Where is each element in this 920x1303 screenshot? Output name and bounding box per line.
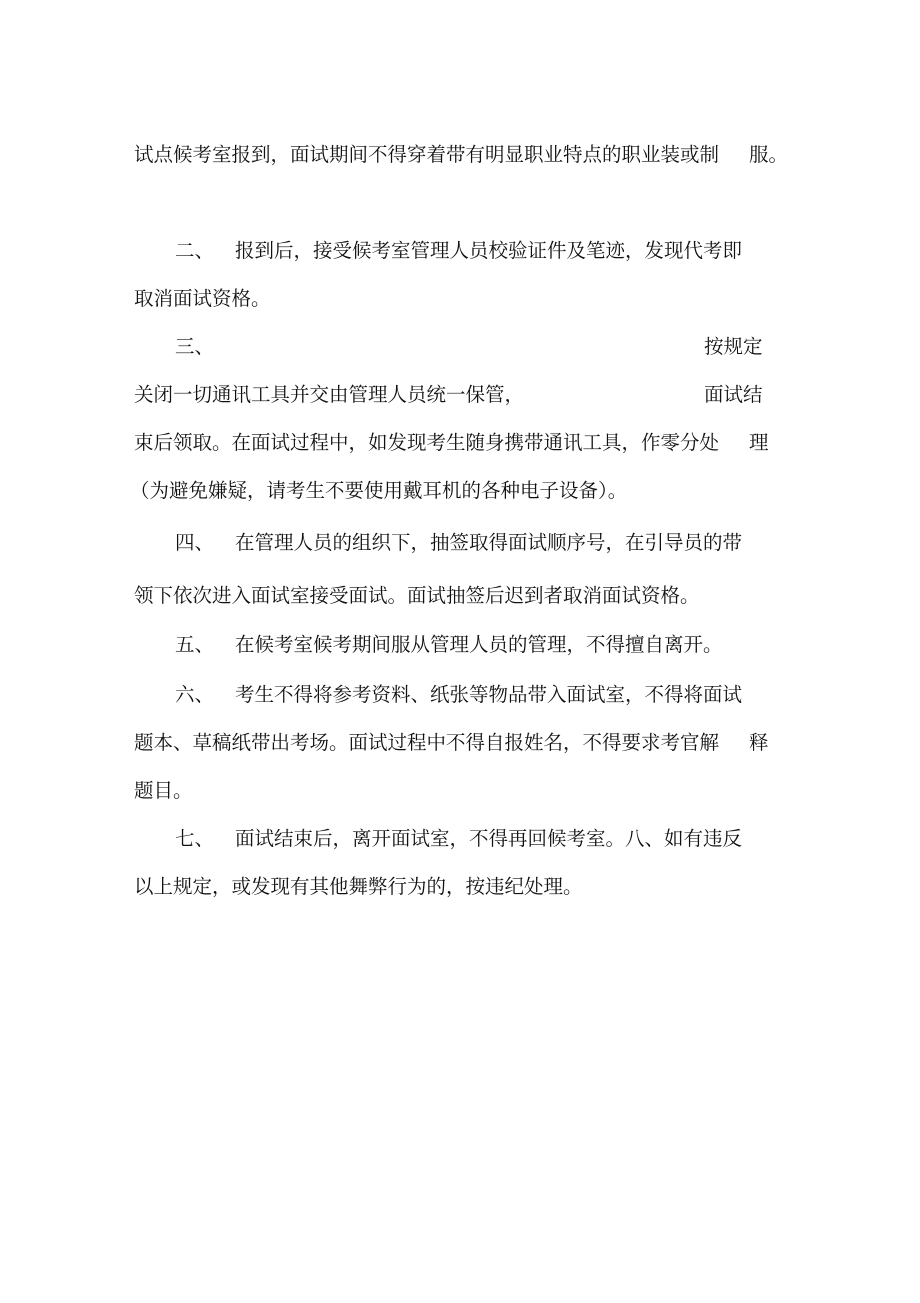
text-segment: 服。 bbox=[749, 143, 789, 166]
clause-number: 二、 bbox=[175, 239, 215, 262]
text-segment: 在管理人员的组织下，抽签取得面试顺序号，在引导员的带 bbox=[235, 531, 743, 554]
text-segment: 题本、草稿纸带出考场。面试过程中不得自报姓名，不得要求考官解 bbox=[134, 731, 720, 754]
text-segment: 关闭一切通讯工具并交由管理人员统一保管， bbox=[134, 383, 525, 406]
text-segment: 考生不得将参考资料、纸张等物品带入面试室，不得将面试 bbox=[235, 683, 743, 706]
text-line bbox=[0, 140, 920, 170]
text-segment: 理 bbox=[749, 431, 769, 454]
text-line bbox=[0, 630, 920, 660]
text-line bbox=[0, 380, 920, 410]
text-line bbox=[0, 284, 920, 314]
text-segment: 按规定 bbox=[704, 335, 763, 358]
text-line bbox=[0, 824, 920, 854]
text-line bbox=[0, 236, 920, 266]
text-segment: 面试结束后，离开面试室，不得再回候考室。八、如有违反 bbox=[235, 827, 743, 850]
text-line bbox=[0, 476, 920, 506]
text-segment: 以上规定，或发现有其他舞弊行为的，按违纪处理。 bbox=[134, 875, 583, 898]
clause-number: 四、 bbox=[175, 531, 215, 554]
text-line bbox=[0, 428, 920, 458]
text-segment: （为避免嫌疑，请考生不要使用戴耳机的各种电子设备）。 bbox=[130, 479, 628, 502]
text-line bbox=[0, 680, 920, 710]
text-segment: 试点候考室报到，面试期间不得穿着带有明显职业特点的职业装或制 bbox=[134, 143, 720, 166]
text-segment: 释 bbox=[749, 731, 769, 754]
text-segment: 在候考室候考期间服从管理人员的管理，不得擅自离开。 bbox=[235, 633, 723, 656]
text-segment: 报到后，接受候考室管理人员校验证件及笔迹，发现代考即 bbox=[235, 239, 743, 262]
clause-number: 五、 bbox=[175, 633, 215, 656]
text-segment: 取消面试资格。 bbox=[134, 287, 271, 310]
text-line bbox=[0, 776, 920, 806]
clause-number: 六、 bbox=[175, 683, 215, 706]
text-line bbox=[0, 332, 920, 362]
text-segment: 面试结 bbox=[704, 383, 763, 406]
text-line bbox=[0, 581, 920, 611]
text-segment: 题目。 bbox=[134, 779, 193, 802]
clause-number: 三、 bbox=[175, 335, 215, 358]
text-line bbox=[0, 728, 920, 758]
text-line bbox=[0, 528, 920, 558]
clause-number: 七、 bbox=[175, 827, 215, 850]
text-segment: 束后领取。在面试过程中，如发现考生随身携带通讯工具，作零分处 bbox=[134, 431, 720, 454]
text-line bbox=[0, 872, 920, 902]
text-segment: 领下依次进入面试室接受面试。面试抽签后迟到者取消面试资格。 bbox=[134, 584, 700, 607]
